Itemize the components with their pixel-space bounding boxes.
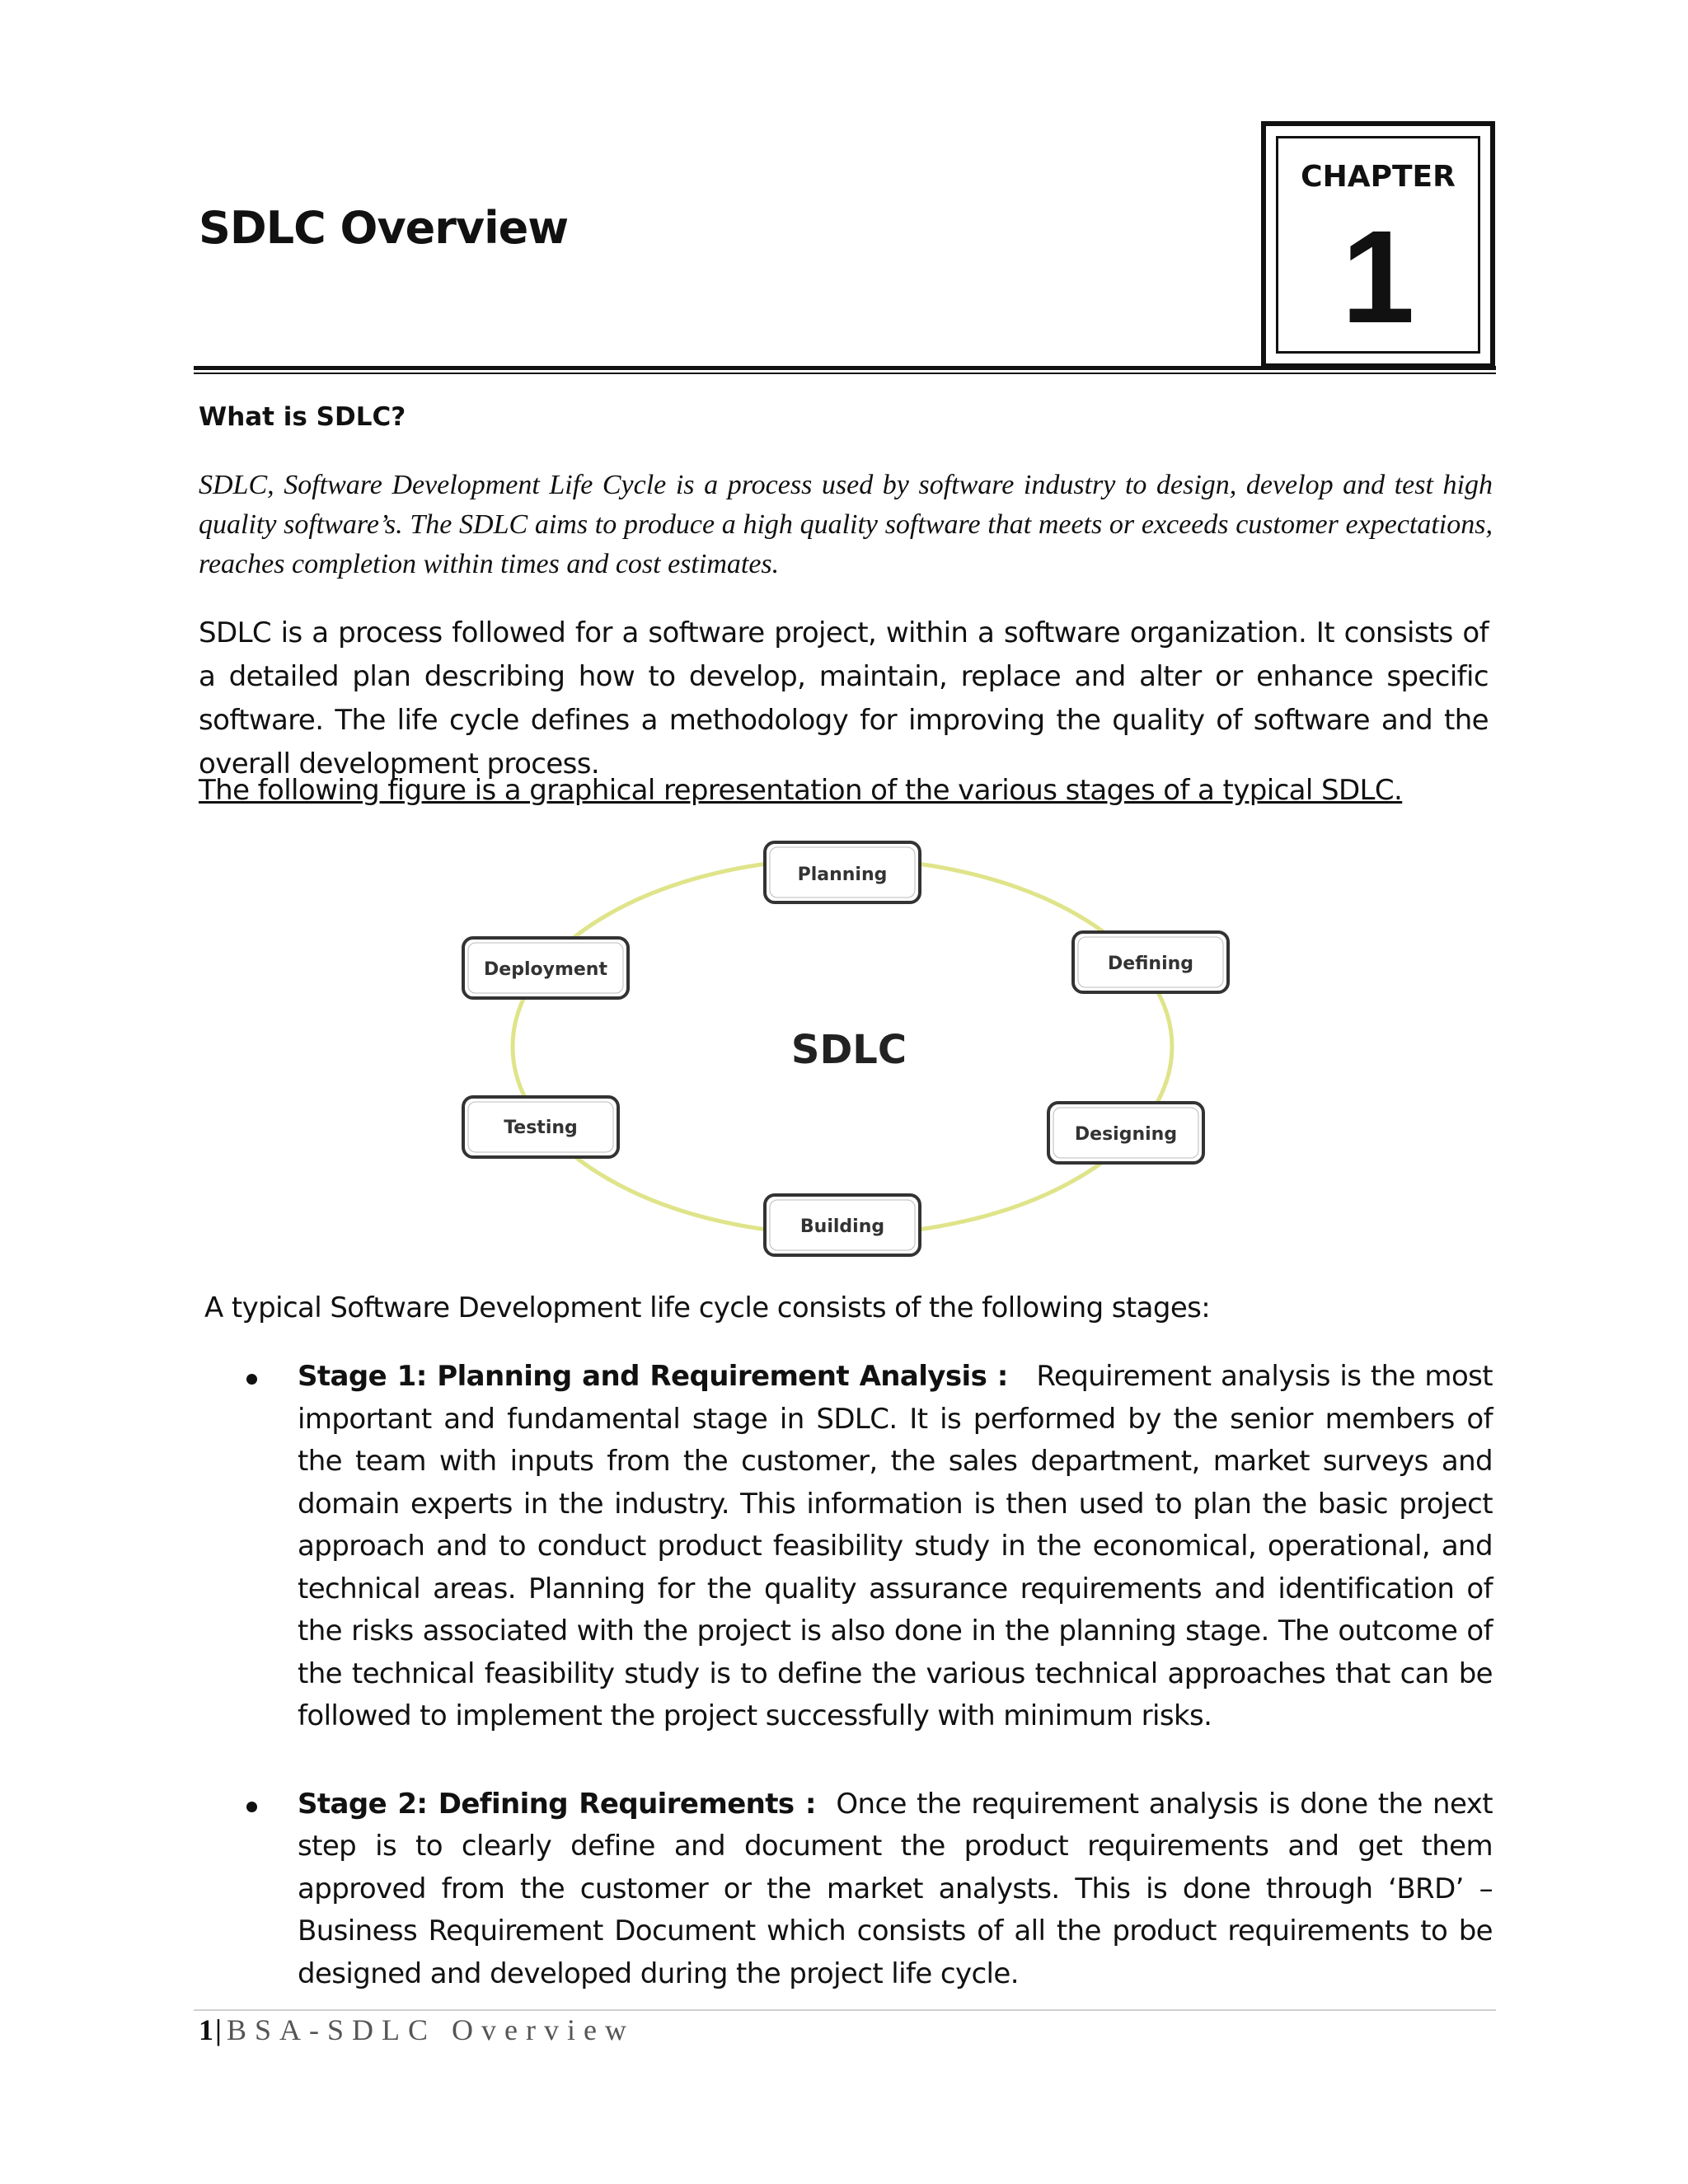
stage-node-label: Planning — [797, 865, 888, 885]
stage-node-label: Building — [799, 1216, 885, 1237]
chapter-box-inner-border — [1276, 136, 1480, 354]
body-paragraph: SDLC is a process followed for a software project, within a software organization. It consists of a detailed plan describing how to develop, maintain, replace and alter or enhance specific software. The life cycle defines a methodology for improving the quality of software and the overall development process. — [199, 616, 1489, 780]
chapter-label: CHAPTER — [1301, 160, 1456, 194]
diagram-center-label: SDLC — [790, 1027, 907, 1073]
stage-title: Stage 2: Defining Requirements : — [298, 1787, 816, 1821]
header-rule-thin — [194, 373, 1496, 374]
footer-rule — [194, 2009, 1496, 2011]
page-title: SDLC Overview — [199, 202, 569, 254]
stage-node-deployment — [463, 938, 628, 998]
stage-node-label: Designing — [1074, 1124, 1178, 1145]
figure-intro-paragraph: The following figure is a graphical representation of the various stages of a typical SDLC. — [199, 774, 1403, 807]
stage-node-label: Testing — [504, 1118, 578, 1138]
chapter-box — [1261, 121, 1495, 368]
bullet-icon — [246, 1374, 257, 1385]
definition-paragraph: SDLC, Software Development Life Cycle is a process used by software industry to design, develop and test high quality software’s. The SDLC aims to produce a high quality software that meets or exceeds customer expectations, reaches completion within times and cost estimates. — [199, 470, 1493, 579]
bullet-icon — [246, 1802, 257, 1812]
stages-intro-paragraph: A typical Software Development life cycle consists of the following stages: — [204, 1291, 1211, 1324]
stage-node-label: Defining — [1107, 954, 1194, 974]
page-footer — [199, 2013, 635, 2047]
stage-text: Requirement analysis is the most important and fundamental stage in SDLC. It is performed by the senior members of the team with inputs from the customer, the sales department, market surveys and domain experts in the industry. This information is then used to plan the basic project approach and to conduct product feasibility study in the economical, operational, and technical areas. Planning for the quality assurance requirements and identification of the risks associated with the project is also done in the planning stage. The outcome of the technical feasibility study is to define the various technical approaches that can be followed to implement the project successfully with minimum risks. — [298, 1360, 1493, 1732]
stage-title: Stage 1: Planning and Requirement Analysis : — [298, 1360, 1008, 1393]
page-number: 1 — [199, 2013, 213, 2046]
stages-list — [199, 1356, 1493, 2041]
list-item — [199, 1783, 1493, 1996]
stage-node-building — [765, 1195, 920, 1255]
stage-node-label: Deployment — [484, 959, 607, 980]
footer-text: BSA-SDLC Overview — [226, 2013, 635, 2046]
stage-node-defining — [1073, 932, 1228, 992]
stage-node-designing — [1048, 1103, 1203, 1163]
stage-node-planning — [765, 842, 920, 902]
footer-separator: | — [215, 2013, 222, 2046]
chapter-number: 1 — [1341, 203, 1415, 350]
stage-node-testing — [463, 1097, 618, 1157]
list-item — [199, 1356, 1493, 1738]
sdlc-cycle-diagram — [445, 824, 1245, 1269]
stage-text: Once the requirement analysis is done the next step is to clearly define and document the product requirements and get them approved from the customer or the market analysts. This is done through ‘BRD’ – Business Requirement Document which consists of all the product requirements to be designed and developed during the project life cycle. — [298, 1787, 1493, 1990]
header-rule — [194, 366, 1496, 370]
section-heading: What is SDLC? — [199, 402, 406, 432]
